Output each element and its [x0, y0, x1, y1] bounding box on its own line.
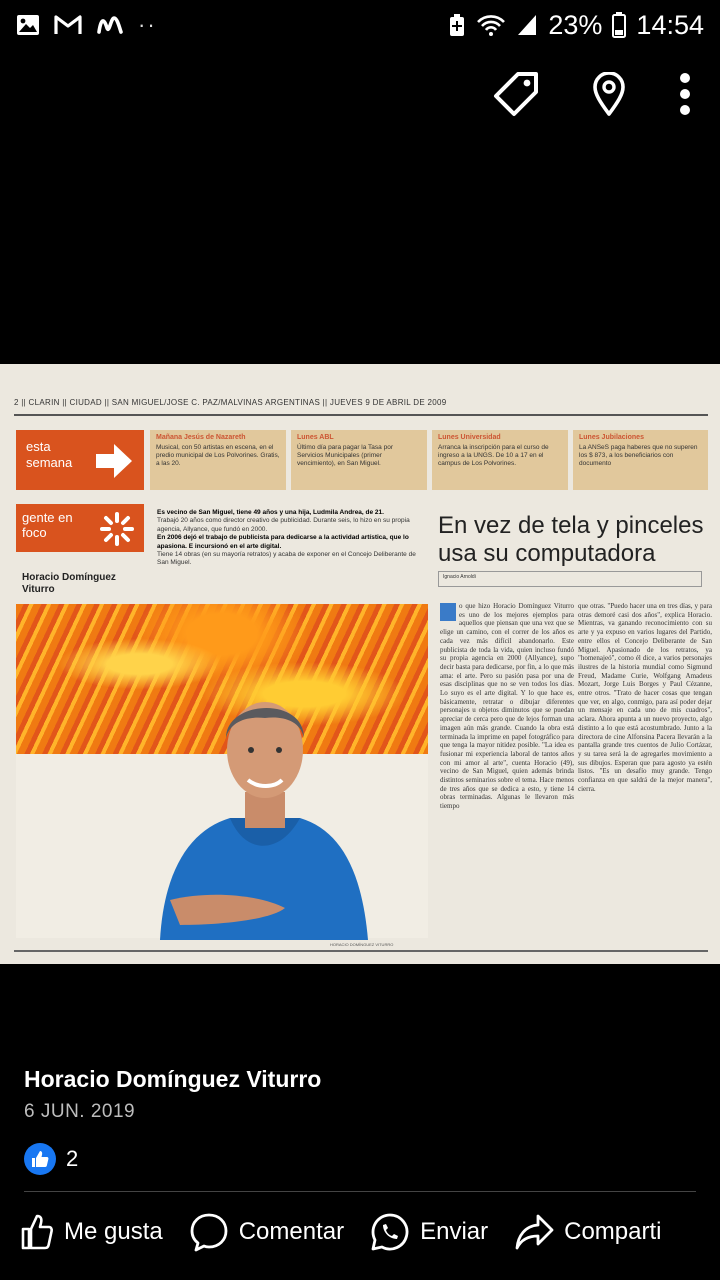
- more-dots-icon: ··: [138, 12, 157, 37]
- battery-saver-icon: [448, 13, 466, 37]
- tag-icon[interactable]: [492, 70, 540, 118]
- drop-cap: [440, 603, 456, 621]
- gente-en-foco-label: gente en foco: [22, 510, 73, 540]
- newspaper-photo[interactable]: [0, 364, 720, 964]
- like-reaction-icon: [24, 1143, 56, 1175]
- esta-semana-box: [16, 430, 144, 490]
- battery-icon: [612, 12, 626, 38]
- post-title[interactable]: Horacio Domínguez Viturro: [24, 1066, 322, 1092]
- sun-burst-icon: [100, 512, 134, 546]
- share-icon: [514, 1213, 554, 1251]
- thumbs-up-icon: [20, 1213, 54, 1251]
- movistar-icon: [96, 14, 124, 36]
- subject-name-caption: Horacio Domínguez Viturro: [22, 572, 116, 595]
- gente-en-foco-box: [16, 504, 144, 552]
- article-column-2: que otras. "Puedo hacer una en tres días, y para otras demoré casi dos años", explica Horacio. Mientras, va ganando reconocimiento con su arte y ya expuso en varios lugares del Partido, entre ellos el Concejo Deliberante de San Miguel. Apasionado de los retratos, ya "homenajeó", como él dice, a varios personajes ilustres de la historia mundial como Sigmund Freud, Madame Curie, Wolfgang Amadeus Mozart, Jorge Luis Borges y Paul Cézanne, entre otros. "Trato de hacer cosas que tengan que ver, en algo, conmigo, para así poder dejar un mensaje en cada uno de mis cuadros", aclara. Ahora apunta a un nuevo proyecto, algo distinto a lo que está acostumbrado. Junto a la directora de cine Alfonsina Pacera llevarán a la pantalla grande tres cuentos de Julio Cortázar, y su tarea será la de agregarles movimiento a sus dibujos. Esperan que para agosto ya estén listos. "Es un desafío muy grande. Tengo confianza en que saldrá de la mejor manera", cierra.: [578, 602, 712, 793]
- article-column-1: o que hizo Horacio Domínguez Viturro es uno de los mejores ejemplos para aquellos que piensan que una vez que se elige un camino, con el correr de los años es cada vez más difícil abandonarlo. Este publicista de toda la vida, quien incluso fundó su propia agencia en 2000 (Allyance), supo decir basta para dedicarse, por fin, a lo que más ama: el arte. Pero su pasión pasa por una de esas disciplinas que no se ven todos los días. Lo suyo es el arte digital. Y lo que hace es, básicamente, retratar o dibujar diferentes personajes u objetos diminutos que se puedan apreciar de cerca pero que de lejos forman una imagen aún más grande. Cuando la obra está terminada la imprime en papel fotográfico para que tenga la mayor nitidez posible. "La idea es fusionar mi experiencia laboral de tantos años con mi amor al arte", cuenta Horacio (49), vecino de San Miguel, quien además brinda distintos seminarios sobre el tema. Hace menos de tres años que se dedica a esto, y tiene 14 obras terminadas. Algunas le llevaron más tiempo: [440, 602, 574, 811]
- event-box-4: Lunes Jubilaciones La ANSeS paga haberes que no superen los $ 873, a los beneficiarios con documento: [573, 430, 708, 490]
- photo-credit: HORACIO DOMÍNGUEZ VITURRO: [330, 942, 394, 947]
- clock: 14:54: [636, 9, 704, 40]
- share-button[interactable]: Comparti: [514, 1213, 661, 1251]
- action-bar: [20, 1212, 710, 1252]
- post-date: 6 JUN. 2019: [24, 1101, 136, 1122]
- wifi-icon: [476, 13, 506, 37]
- gmail-icon: [54, 14, 82, 36]
- divider: [24, 1191, 696, 1192]
- signal-icon: [516, 13, 538, 37]
- article-headline: En vez de tela y pinceles usa su computadora: [438, 512, 704, 567]
- newspaper-bottom-rule: [14, 950, 708, 952]
- article-byline: Ignacio Arnoldi: [438, 571, 702, 587]
- newspaper-rule: [14, 414, 708, 416]
- arrow-right-icon: [92, 440, 136, 482]
- more-vertical-icon[interactable]: [678, 72, 692, 116]
- gallery-icon: [16, 14, 40, 36]
- event-box-2: Lunes ABL Último día para pagar la Tasa por Servicios Municipales (primer vencimiento), en San Miguel.: [291, 430, 427, 490]
- comment-button[interactable]: Comentar: [189, 1212, 344, 1252]
- battery-percent: 23%: [548, 9, 603, 40]
- status-bar: [0, 0, 720, 50]
- event-box-1: Mañana Jesús de Nazareth Musical, con 50 artistas en escena, en el predio municipal de Los Polvorines. Gratis, a las 20.: [150, 430, 286, 490]
- newspaper-header: 2 || CLARIN || CIUDAD || SAN MIGUEL/JOSE C. PAZ/MALVINAS ARGENTINAS || JUEVES 9 DE ABRIL DE 2009: [14, 398, 447, 407]
- bio-text: Es vecino de San Miguel, tiene 49 años y una hija, Ludmila Andrea, de 21. Trabajó 20 años como director creativo de publicidad. Durante seis, lo hizo en su propia agencia, Allyance, que fundó en 2000. En 2006 dejó el trabajo de publicista para dedicarse a la actividad artística, que lo apasiona. E incursionó en el arte digital. Tiene 14 obras (en su mayoría retratos) y acaba de exponer en el Concejo Deliberante de San Miguel.: [157, 509, 416, 567]
- photo-toolbar: [492, 70, 692, 118]
- like-count: 2: [66, 1146, 79, 1171]
- send-button[interactable]: Enviar: [370, 1212, 488, 1252]
- like-button[interactable]: Me gusta: [20, 1213, 163, 1251]
- comment-icon: [189, 1212, 229, 1252]
- location-pin-icon[interactable]: [592, 72, 626, 116]
- esta-semana-label: esta semana: [26, 439, 73, 470]
- event-box-3: Lunes Universidad Arranca la inscripción para el curso de ingreso a la UNGS. De 10 a 17 en el campus de Los Polvorines.: [432, 430, 568, 490]
- whatsapp-icon: [370, 1212, 410, 1252]
- portrait-photo: [150, 680, 370, 940]
- reactions-summary[interactable]: [24, 1143, 78, 1175]
